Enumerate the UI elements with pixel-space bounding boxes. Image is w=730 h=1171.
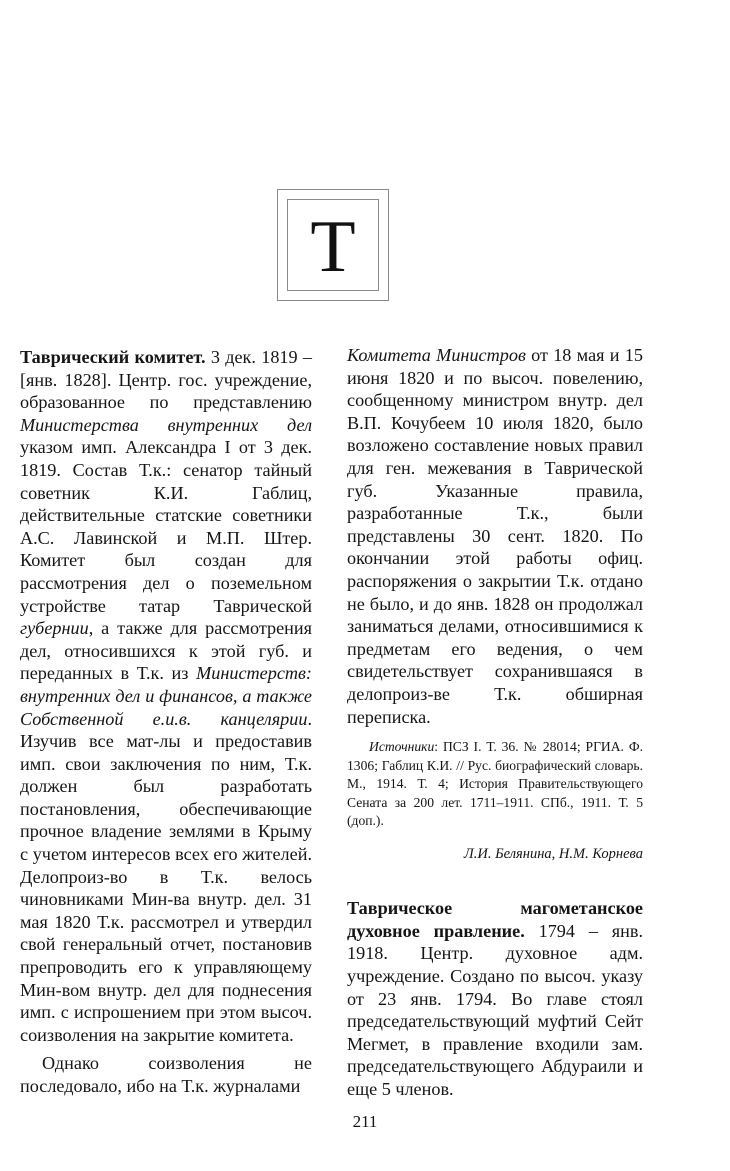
entry-text: 1794 – янв. 1918. Центр. духовное адм. учреждение. Создано по высоч. указу от 23 янв. 1794. Во главе стоял председательствующий муфтий Сейт Мегмет, в правление входили зам. председательствующего Абдураили и еще 5 членов. [347, 920, 644, 1099]
entry-text: . Изучив все мат-лы и предоставив имп. свои заключения по ним, Т.к. должен был разработать постановления, обеспечивающие прочное владение землями в Крыму с учетом интересов всех его жителей. Делопроиз-во в Т.к. велось чиновниками Мин-ва внутр. дел. 31 мая 1820 Т.к. рассмотрел и утвердил свой генеральный отчет, постановив препроводить его к управляющему Мин-вом внутр. дел для поднесения имп. с испрошением при этом высоч. соизволения на закрытие комитета. [20, 708, 312, 1045]
entry-text: 3 дек. 1819 – [янв. 1828]. Центр. гос. учреждение, образованное по представлению [20, 347, 312, 413]
cross-reference: Комитета Министров [347, 345, 526, 365]
cross-reference: Министерств: внутренних дел и финансов, а также Собственной е.и.в. канцелярии [20, 663, 312, 729]
right-column [347, 344, 643, 1101]
cross-reference: Министерства внутренних дел [20, 414, 312, 435]
entry-term: Таврический комитет. [20, 347, 206, 367]
section-letter-inner-frame [287, 199, 379, 291]
sources-label: Источники [369, 739, 435, 755]
sources [347, 738, 643, 831]
authors: Л.И. Белянина, Н.М. Корнева [463, 845, 643, 862]
sources-text: : ПСЗ I. Т. 36. № 28014; РГИА. Ф. 1306; Габлиц К.И. // Рус. биографический словарь. М., 1914. Т. 4; История Правительствующего Сената за 200 лет. 1711–1911. СПб., 1911. Т. 5 (доп.). [347, 739, 643, 829]
entry-text: указом имп. Александра I от 3 дек. 1819. Состав Т.к.: сенатор тайный советник К.И. Габлиц, действительные статские советники А.С. Лавинской и М.П. Штер. Комитет был создан для рассмотрения дел о поземельном устройстве татар Таврической [20, 437, 312, 616]
left-column [20, 346, 312, 1098]
entry-taurida-committee [20, 346, 312, 1046]
entry-paragraph-continued [347, 344, 643, 728]
entry-text: Однако соизволения не последовало, ибо на Т.к. журналами [20, 1053, 312, 1096]
page-number: 211 [352, 1112, 378, 1131]
section-letter: Т [310, 206, 356, 288]
entry-taurida-muslim-board [347, 897, 643, 1100]
entry-term: Таврическое магометанское духовное правление. [347, 898, 643, 941]
entry-text: , а также для рассмотрения дел, относившихся к этой губ. и переданных в Т.к. из [20, 618, 312, 684]
cross-reference: губернии [20, 618, 89, 639]
entry-text: от 18 мая и 15 июня 1820 и по высоч. повелению, сообщенному министром внутр. дел В.П. Кочубеем 10 июля 1820, было возложено составление новых правил для ген. межевания в Таврической губ. Указанные правила, разработанные Т.к., были представлены 30 сент. 1820. По окончании этой работы офиц. распоряжения о закрытии Т.к. отдано не было, и до янв. 1828 он продолжал заниматься делами, относившимися к предметам его ведения, о чем свидетельствует сохранившаяся в делопроиз-ве Т.к. обширная переписка. [347, 345, 643, 727]
entry-paragraph [20, 1052, 312, 1097]
section-letter-frame [277, 189, 389, 301]
